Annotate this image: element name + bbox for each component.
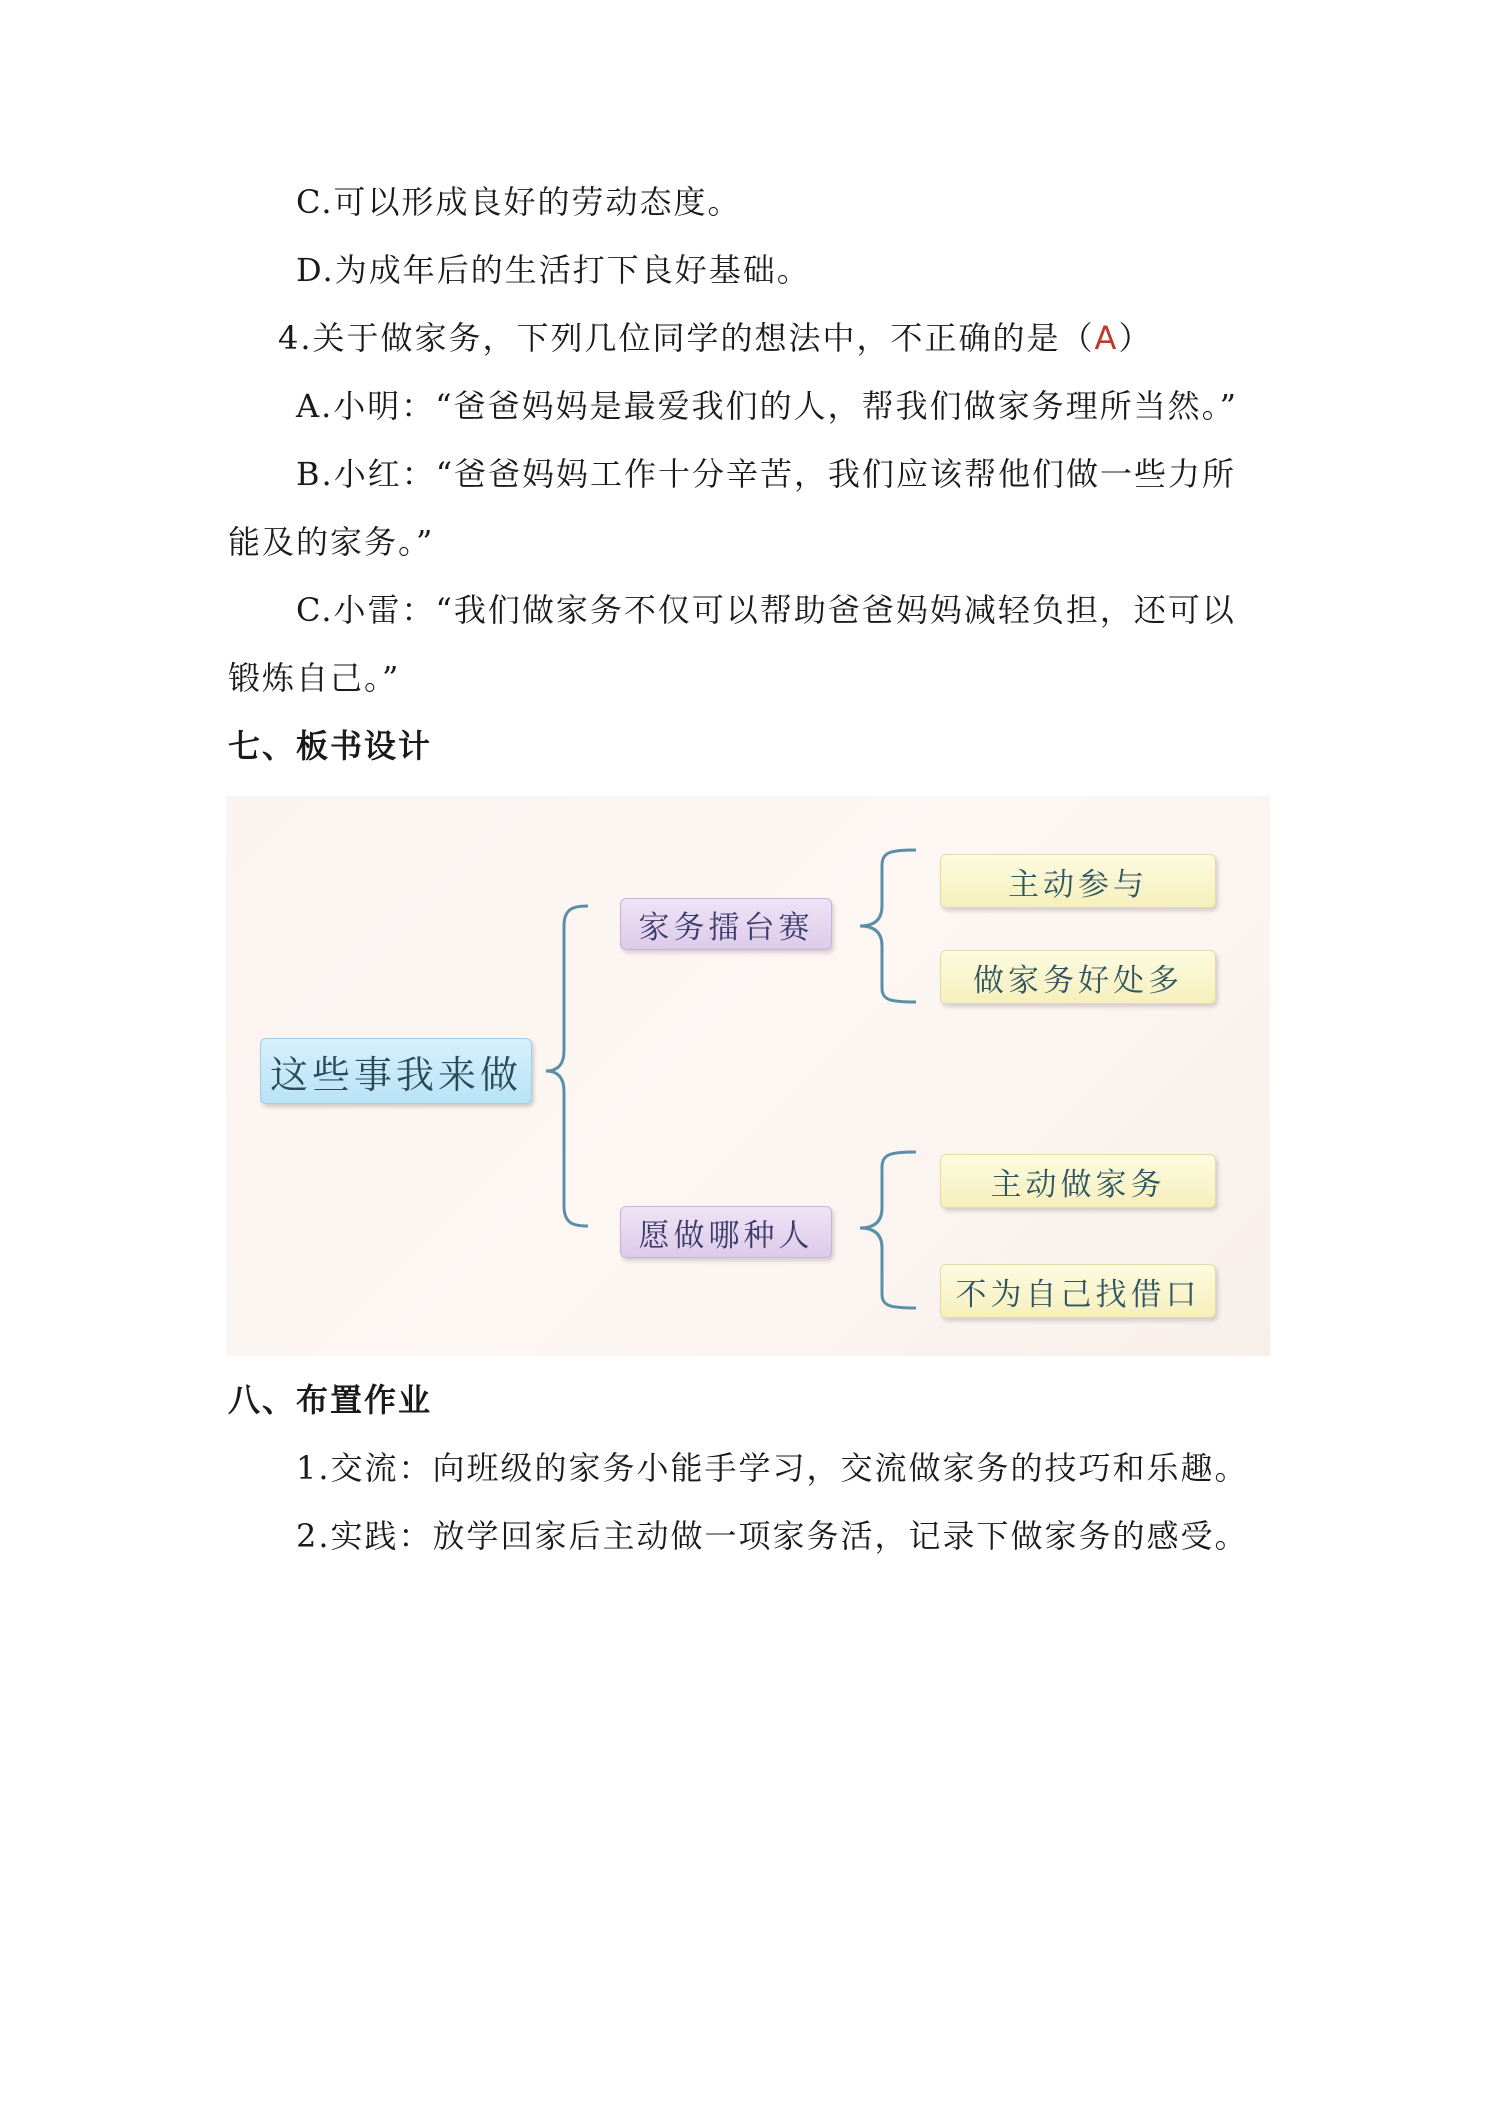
question-4-close: ） (1118, 319, 1153, 357)
diagram-leaf-2-2: 不为自己找借口 (940, 1264, 1216, 1318)
diagram-branch2-node: 愿做哪种人 (620, 1206, 832, 1258)
diagram-leaf-1-2: 做家务好处多 (940, 950, 1216, 1004)
diagram-root-node: 这些事我来做 (260, 1038, 532, 1104)
diagram-leaf-1-1: 主动参与 (940, 854, 1216, 908)
homework-item-1: 1.交流：向班级的家务小能手学习，交流做家务的技巧和乐趣。 (296, 1449, 1249, 1487)
option-c-line2: 锻炼自己。” (228, 659, 401, 697)
option-b-line2: 能及的家务。” (228, 523, 435, 561)
section-7-heading: 七、板书设计 (228, 727, 433, 765)
board-design-diagram (226, 796, 1270, 1356)
diagram-leaf-2-1: 主动做家务 (940, 1154, 1216, 1208)
option-b-line1: B.小红：“爸爸妈妈工作十分辛苦，我们应该帮他们做一些力所 (296, 455, 1237, 493)
question-4 (278, 318, 1152, 358)
question-4-answer: A (1094, 319, 1119, 357)
diagram-branch1-node: 家务擂台赛 (620, 898, 832, 950)
section-8-heading: 八、布置作业 (228, 1381, 433, 1419)
option-c-previous: C.可以形成良好的劳动态度。 (296, 183, 742, 221)
homework-item-2: 2.实践：放学回家后主动做一项家务活，记录下做家务的感受。 (296, 1517, 1249, 1555)
option-a: A.小明：“爸爸妈妈是最爱我们的人，帮我们做家务理所当然。” (296, 387, 1239, 425)
option-d-previous: D.为成年后的生活打下良好基础。 (296, 251, 811, 289)
option-c-line1: C.小雷：“我们做家务不仅可以帮助爸爸妈妈减轻负担，还可以 (296, 591, 1236, 629)
question-4-text: 4.关于做家务，下列几位同学的想法中，不正确的是（ (278, 319, 1095, 357)
